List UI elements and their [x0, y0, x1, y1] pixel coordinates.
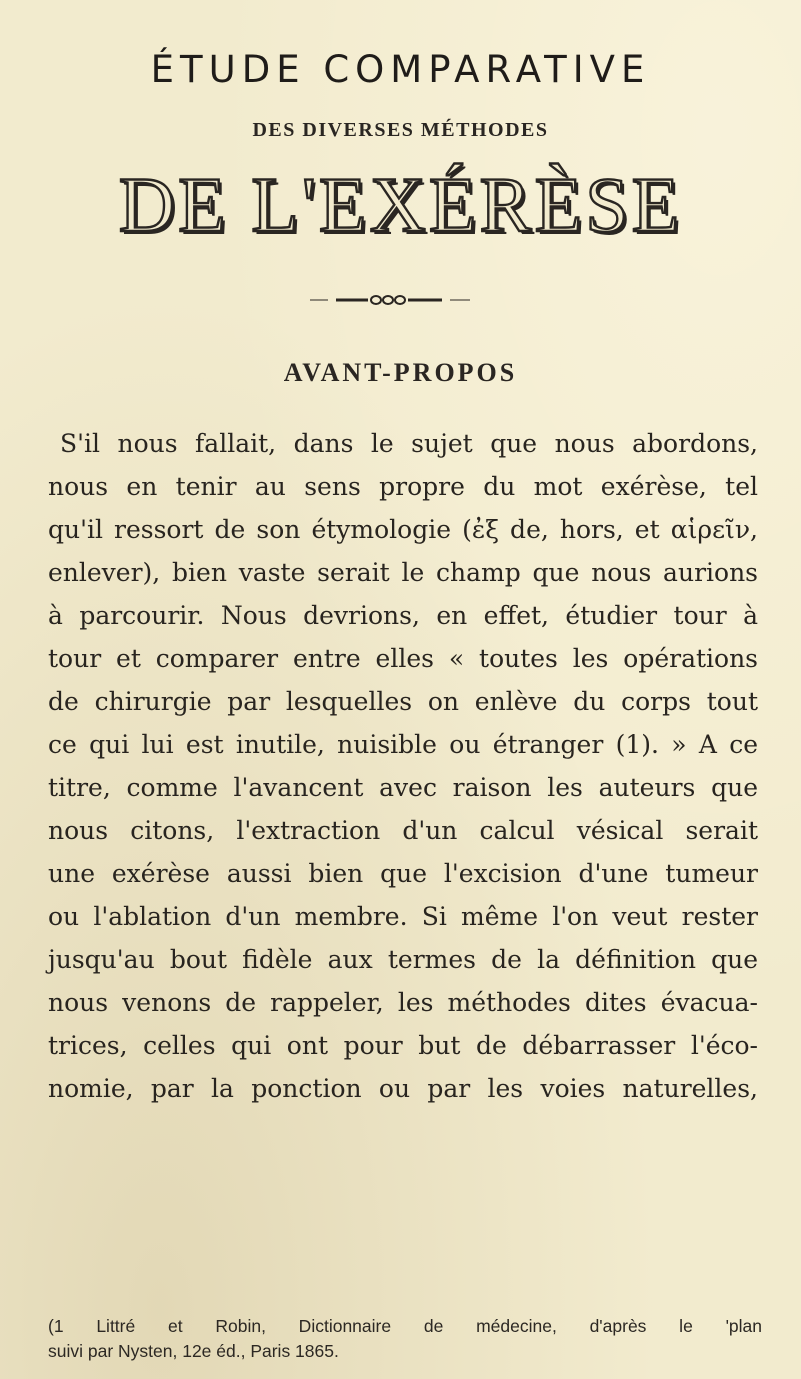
text-line: nomie, par la ponction ou par les voies naturelles,	[48, 1074, 758, 1103]
page-title: ÉTUDE COMPARATIVE	[150, 48, 651, 91]
section-title: AVANT-PROPOS	[283, 358, 518, 387]
body-paragraph	[48, 422, 758, 1110]
main-title-text: DE L'EXÉRÈSE	[118, 161, 683, 248]
text-line: une exérèse aussi bien que l'excision d'une tumeur	[48, 859, 758, 888]
ornament-divider-icon	[310, 292, 490, 308]
footnote-line: suivi par Nysten, 12e éd., Paris 1865.	[48, 1341, 339, 1361]
text-line: de chirurgie par lesquelles on enlève du corps tout	[48, 687, 758, 716]
text-line: jusqu'au bout fidèle aux termes de la définition que	[48, 945, 758, 974]
footnote-line: (1 Littré et Robin, Dictionnaire de médecine, d'après le 'plan	[48, 1316, 762, 1336]
page-subtitle: DES DIVERSES MÉTHODES	[252, 119, 549, 141]
text-line: nous en tenir au sens propre du mot exérèse, tel	[48, 472, 758, 501]
footnote	[48, 1314, 762, 1364]
text-line: nous citons, l'extraction d'un calcul vésical serait	[48, 816, 758, 845]
text-line: enlever), bien vaste serait le champ que nous aurions	[48, 558, 758, 587]
text-line: ou l'ablation d'un membre. Si même l'on veut rester	[48, 902, 758, 931]
text-line: S'il nous fallait, dans le sujet que nous abordons,	[60, 429, 758, 458]
main-title	[0, 160, 801, 250]
text-line: tour et comparer entre elles « toutes les opérations	[48, 644, 758, 673]
text-line: ce qui lui est inutile, nuisible ou étranger (1). » A ce	[48, 730, 758, 759]
text-line: nous venons de rappeler, les méthodes dites évacua-	[48, 988, 758, 1017]
text-line: qu'il ressort de son étymologie (ἐξ de, hors, et αἱρεῖν,	[48, 515, 758, 544]
text-line: à parcourir. Nous devrions, en effet, étudier tour à	[48, 601, 758, 630]
text-line: trices, celles qui ont pour but de débarrasser l'éco-	[48, 1031, 758, 1060]
text-line: titre, comme l'avancent avec raison les auteurs que	[48, 773, 758, 802]
